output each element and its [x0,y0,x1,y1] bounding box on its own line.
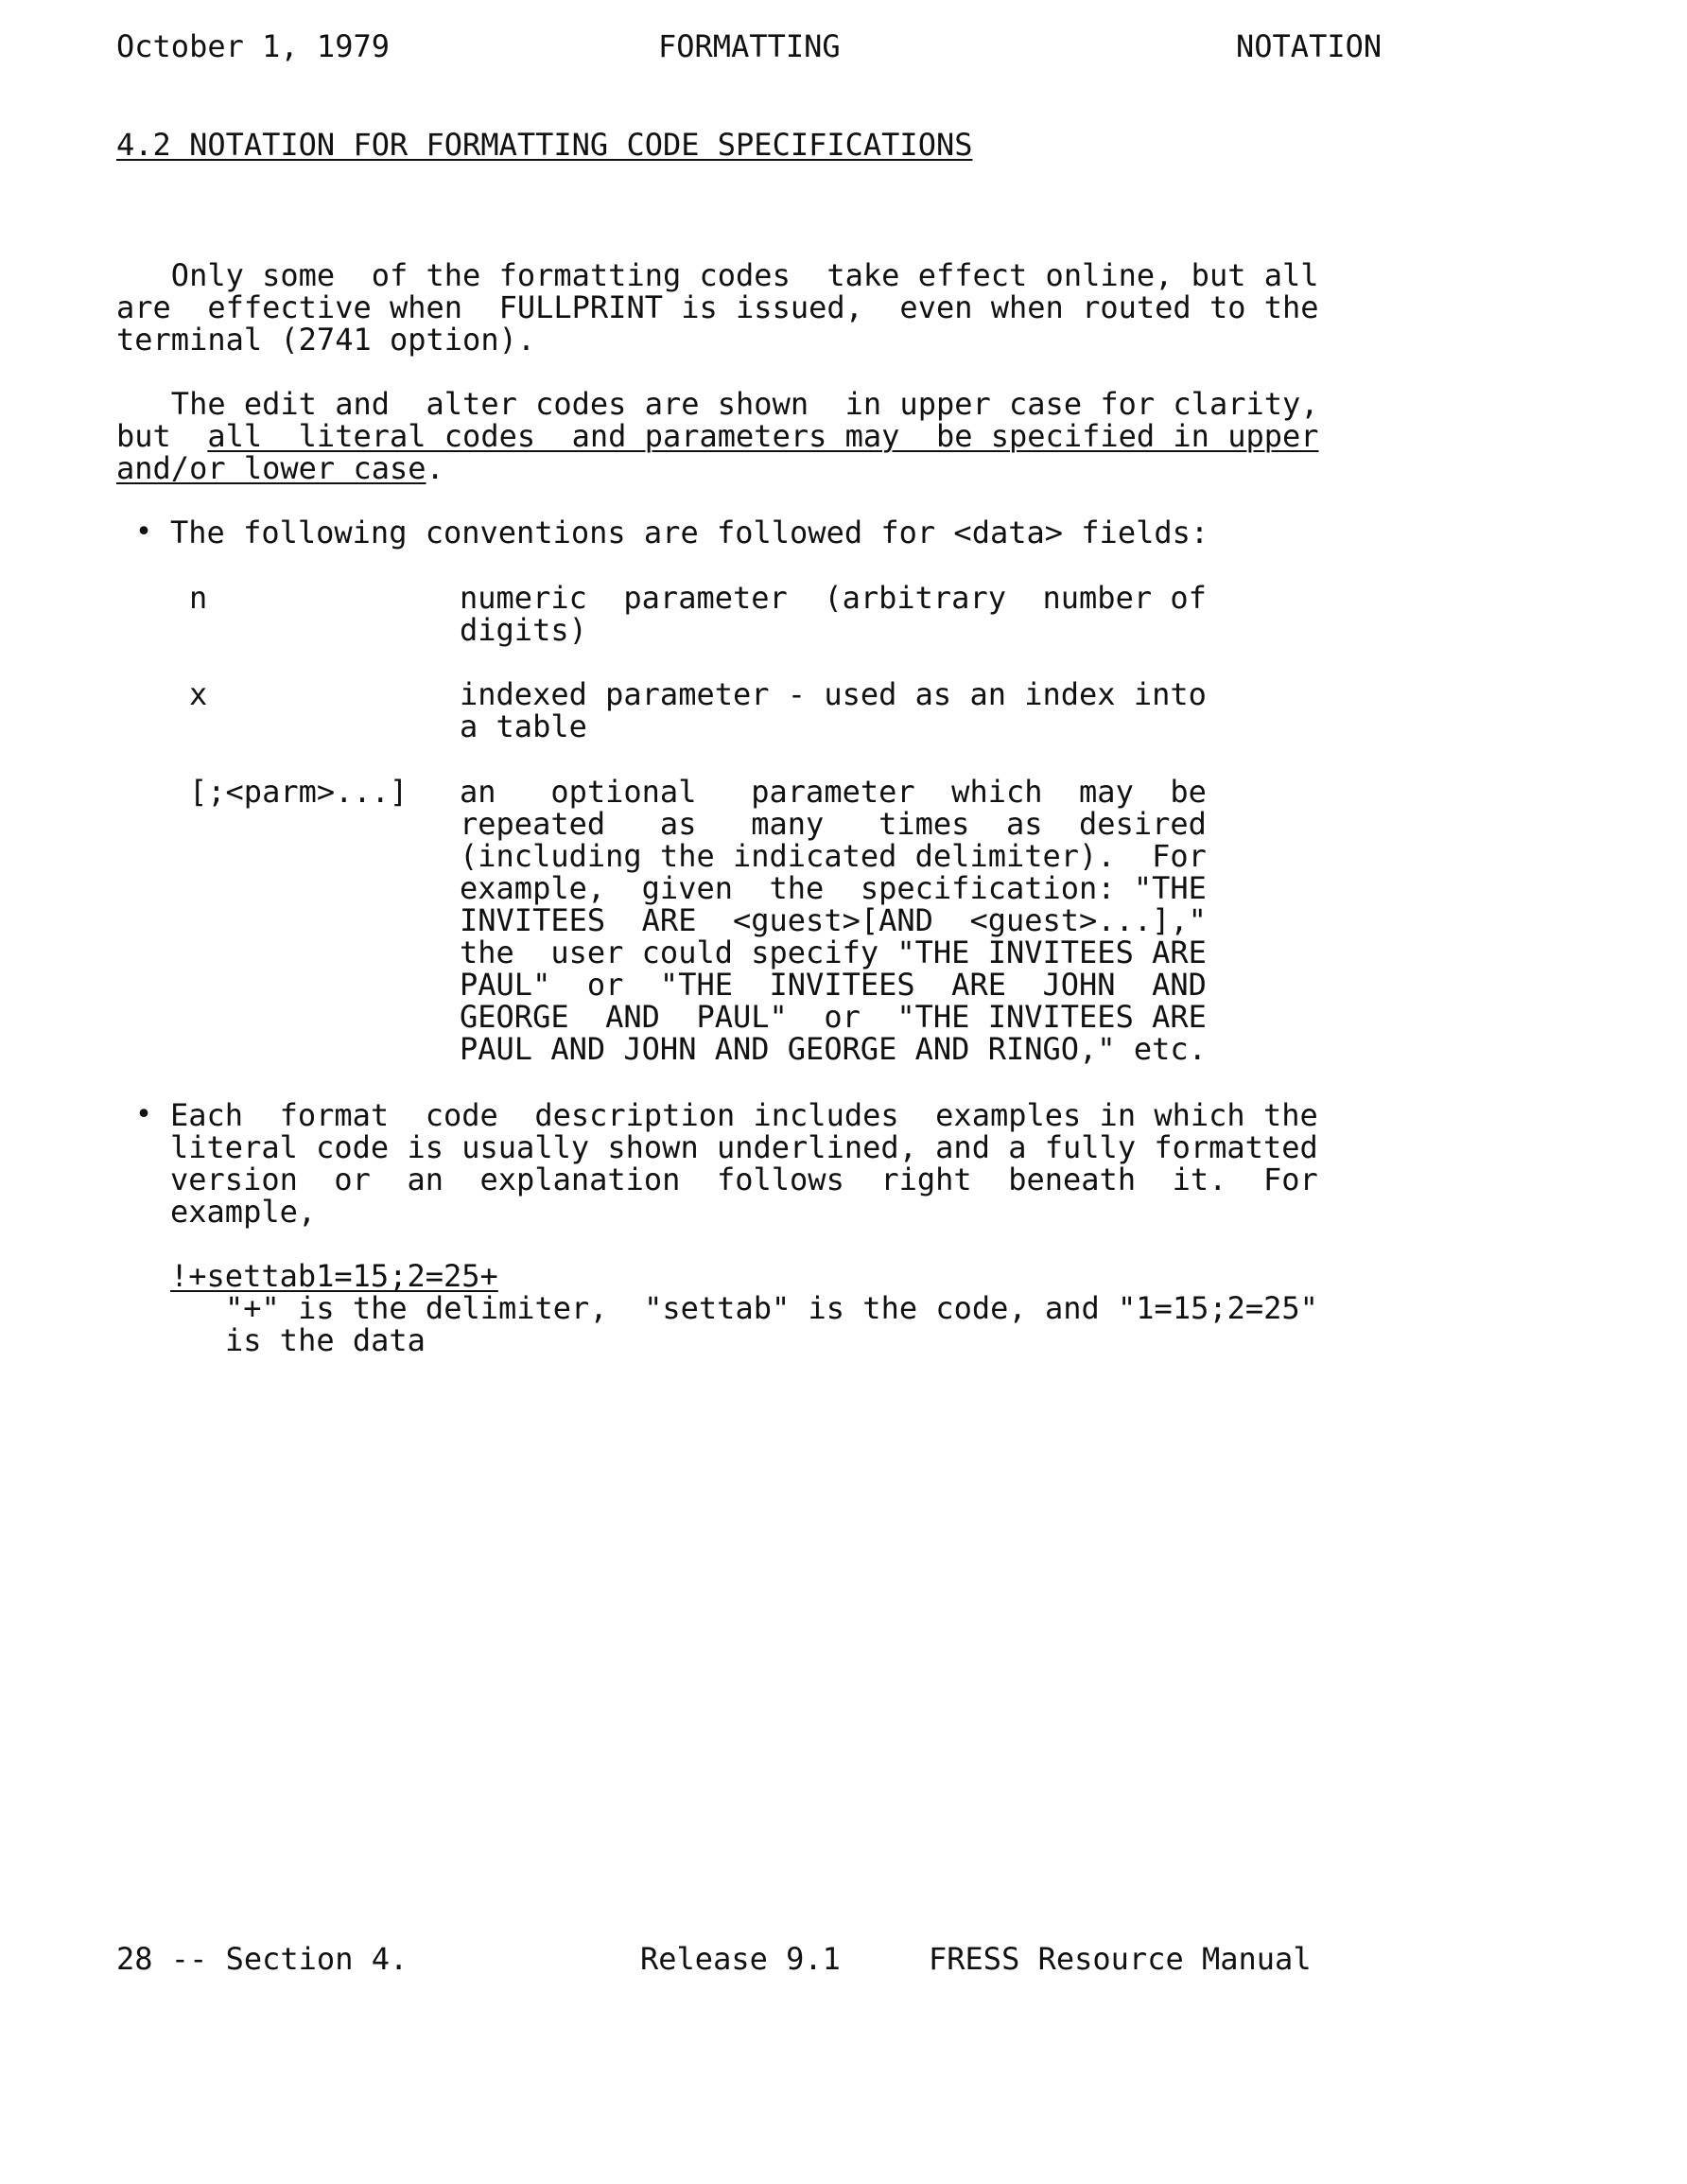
bullet-2-line: literal code is usually shown underlined, and a fully formatted [170,1129,1318,1165]
convention-term-x: x [189,676,208,712]
paragraph-1-line: terminal (2741 option). [116,322,536,358]
convention-desc-line: (including the indicated delimiter). For [460,838,1207,874]
convention-desc-line: numeric parameter (arbitrary number of [460,580,1207,616]
convention-term-n: n [189,580,208,616]
convention-desc-line: the user could specify "THE INVITEES ARE [460,935,1207,970]
bullet-icon: • [135,515,153,549]
header-right: NOTATION [1236,28,1383,64]
convention-desc-line: an optional parameter which may be [460,774,1207,810]
convention-desc-line: digits) [460,612,587,648]
paragraph-2-line [116,452,444,484]
convention-desc-line: INVITEES ARE <guest>[AND <guest>...]," [460,902,1207,938]
convention-desc-line: indexed parameter - used as an index into [460,676,1207,712]
paragraph-1-line: Only some of the formatting codes take effect online, but all [116,257,1319,293]
convention-desc-line: repeated as many times as desired [460,806,1207,842]
convention-desc-line: PAUL" or "THE INVITEES ARE JOHN AND [460,967,1207,1003]
paragraph-2-line [116,420,1319,452]
paragraph-2-underlined: all literal codes and parameters may be specified in upper [207,418,1319,454]
bullet-1-text: The following conventions are followed for <data> fields: [170,515,1209,550]
footer-right: FRESS Resource Manual [929,1941,1312,1977]
example-explanation-line: "+" is the delimiter, "settab" is the code, and "1=15;2=25" [225,1290,1318,1326]
bullet-icon: • [135,1098,153,1131]
section-title: 4.2 NOTATION FOR FORMATTING CODE SPECIFICATIONS [116,127,973,163]
header-center: FORMATTING [658,28,841,64]
bullet-2-line: example, [170,1194,317,1230]
convention-desc-line: PAUL AND JOHN AND GEORGE AND RINGO," etc. [460,1031,1207,1067]
paragraph-2-underlined: and/or lower case [116,450,426,486]
example-code: !+settab1=15;2=25+ [170,1258,498,1294]
paragraph-2-suffix: . [426,450,444,486]
bullet-2-line: version or an explanation follows right beneath it. For [170,1162,1318,1197]
footer-left: 28 -- Section 4. [116,1941,409,1977]
paragraph-1-line: are effective when FULLPRINT is issued, even when routed to the [116,289,1319,325]
convention-desc-line: a table [460,708,587,744]
footer-center: Release 9.1 [640,1941,841,1977]
paragraph-2-line: The edit and alter codes are shown in upper case for clarity, [116,386,1319,422]
convention-desc-line: example, given the specification: "THE [460,870,1207,906]
convention-term-parm: [;<parm>...] [189,774,409,810]
paragraph-2-prefix: but [116,418,208,454]
example-explanation-line: is the data [225,1322,426,1358]
convention-desc-line: GEORGE AND PAUL" or "THE INVITEES ARE [460,999,1207,1035]
header-date: October 1, 1979 [116,28,390,64]
bullet-2-line: Each format code description includes examples in which the [170,1097,1318,1133]
